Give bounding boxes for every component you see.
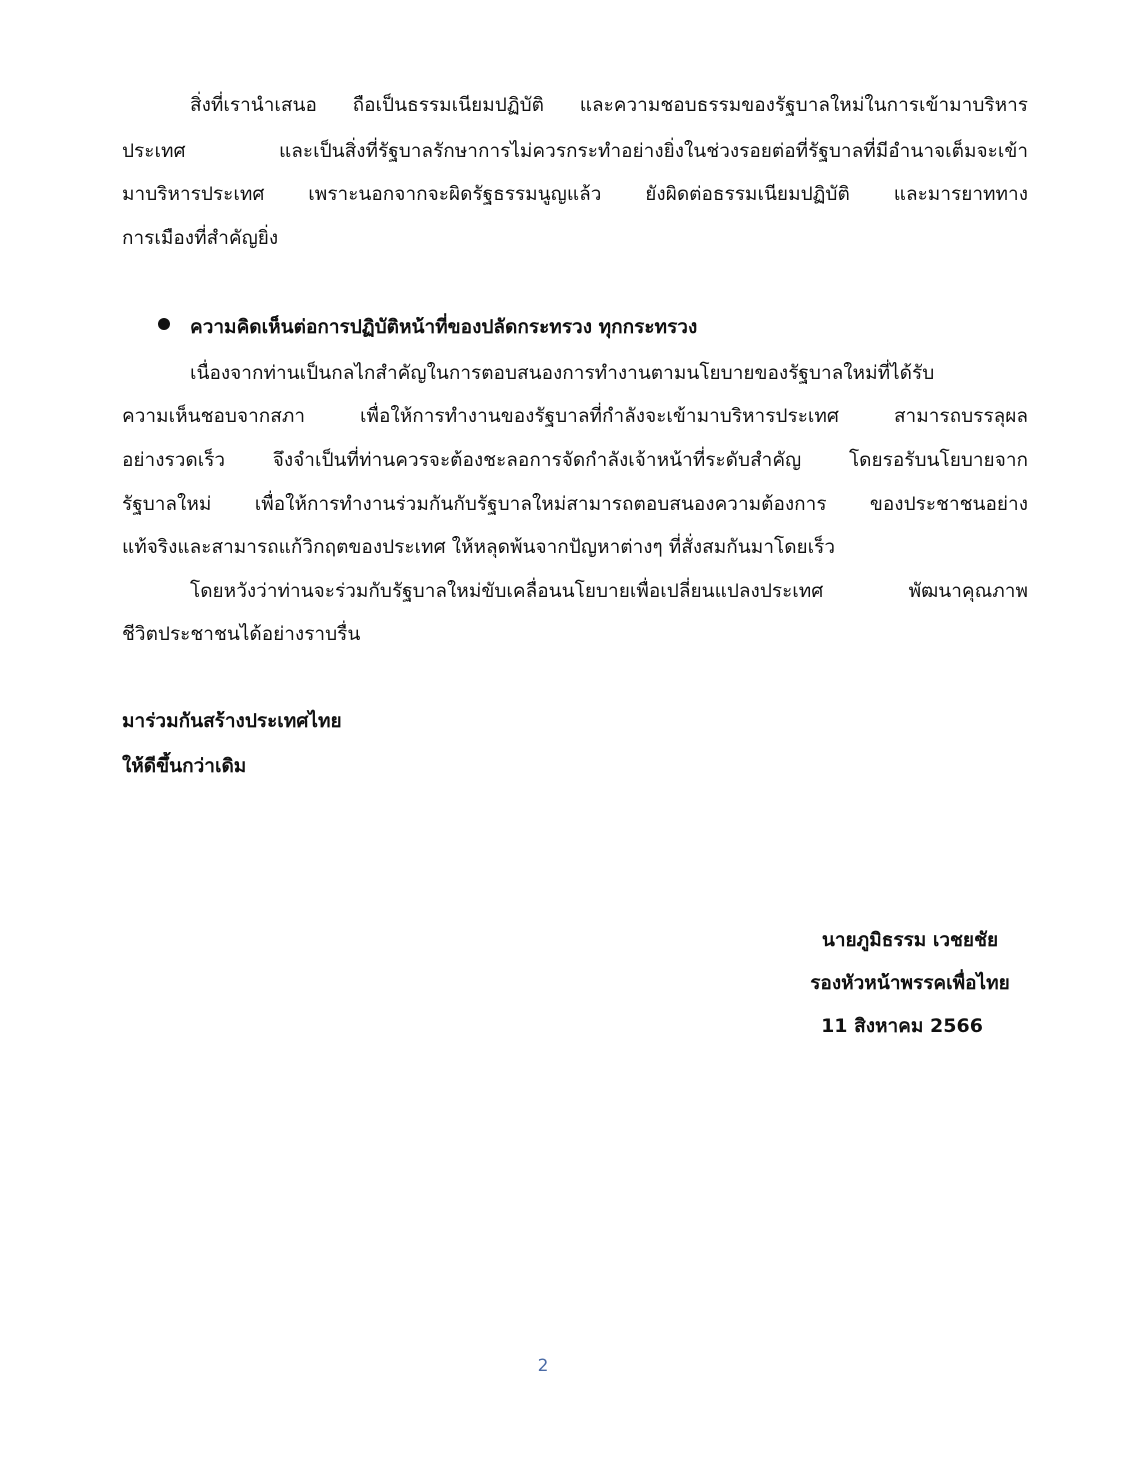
text-line: ประเทศ และเป็นสิ่งที่รัฐบาลรักษาการไม่ควรกระทำอย่างยิ่งในช่วงรอยต่อที่รัฐบาลที่มีอำนาจเต็มจะเข้า [122,140,1028,162]
page-number: 2 [537,1356,549,1376]
text-line: การเมืองที่สำคัญยิ่ง [122,227,279,249]
closing-line: ให้ดีขึ้นกว่าเดิม [122,755,247,777]
text-line: สิ่งที่เรานำเสนอ ถือเป็นธรรมเนียมปฏิบัติ และความชอบธรรมของรัฐบาลใหม่ในการเข้ามาบริหาร [190,94,1028,116]
text-line: อย่างรวดเร็ว จึงจำเป็นที่ท่านควรจะต้องชะลอการจัดกำลังเจ้าหน้าที่ระดับสำคัญ โดยรอรับนโยบายจาก [122,449,1028,471]
closing-line: มาร่วมกันสร้างประเทศไทย [122,710,342,732]
bullet-icon [158,318,170,330]
signature-date: 11 สิงหาคม 2566 [821,1015,983,1037]
text-line: มาบริหารประเทศ เพราะนอกจากจะผิดรัฐธรรมนูญแล้ว ยังผิดต่อธรรมเนียมปฏิบัติ และมารยาททาง [122,183,1028,205]
text-line: โดยหวังว่าท่านจะร่วมกับรัฐบาลใหม่ขับเคลื่อนนโยบายเพื่อเปลี่ยนแปลงประเทศ พัฒนาคุณภาพ [190,580,1028,602]
section-heading: ความคิดเห็นต่อการปฏิบัติหน้าที่ของปลัดกระทรวง ทุกกระทรวง [190,316,698,338]
text-line: เนื่องจากท่านเป็นกลไกสำคัญในการตอบสนองการทำงานตามนโยบายของรัฐบาลใหม่ที่ได้รับ [190,362,935,384]
signer-position: รองหัวหน้าพรรคเพื่อไทย [810,972,1010,994]
text-line: ความเห็นชอบจากสภา เพื่อให้การทำงานของรัฐบาลที่กำลังจะเข้ามาบริหารประเทศ สามารถบรรลุผล [122,405,1028,427]
signer-name: นายภูมิธรรม เวชยชัย [821,929,999,951]
text-line: ชีวิตประชาชนได้อย่างราบรื่น [122,623,361,645]
text-line: รัฐบาลใหม่ เพื่อให้การทำงานร่วมกันกับรัฐบาลใหม่สามารถตอบสนองความต้องการ ของประชาชนอย่าง [122,493,1028,515]
text-line: แท้จริงและสามารถแก้วิกฤตของประเทศ ให้หลุดพ้นจากปัญหาต่างๆ ที่สั่งสมกันมาโดยเร็ว [122,536,836,558]
